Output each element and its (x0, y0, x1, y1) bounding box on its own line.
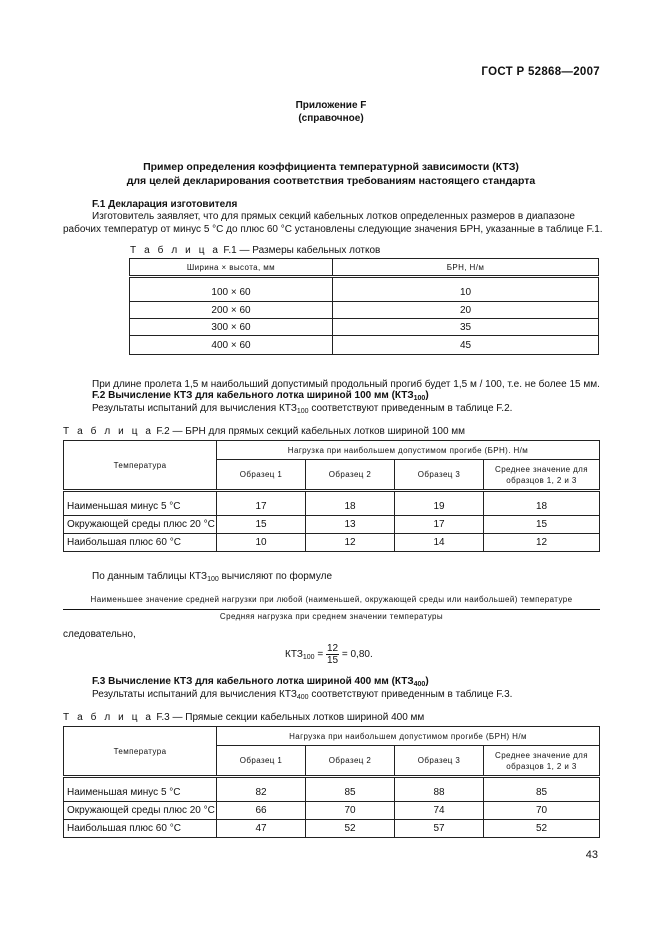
formula-therefore: следовательно, (63, 629, 136, 640)
annex-title: Приложение F (295, 100, 367, 111)
formula-calc-denominator: 15 (326, 655, 339, 666)
table-row (64, 499, 600, 516)
table2-header-row (64, 441, 600, 460)
table2-cell: 15 (217, 516, 306, 534)
f3-results-text: Результаты испытаний для вычисления КТЗ (92, 689, 297, 700)
table3-caption (63, 712, 424, 723)
formula-numerator: Наименьшее значение средней нагрузки при любой (наименьшей, окружающей среды или наибольшей) температуре (63, 595, 600, 610)
table1-header-brn: БРН, Н/м (333, 259, 599, 277)
table-row (64, 820, 600, 838)
formula-fraction (326, 643, 339, 666)
f3-results-end: соответствуют приведенным в таблице F.3. (308, 689, 513, 700)
table2-cell: Наибольшая плюс 60 °С (64, 534, 217, 552)
table2-header-sample2: Образец 2 (306, 460, 395, 491)
table-f2 (63, 440, 600, 552)
annex-heading (0, 99, 662, 125)
table-row (64, 785, 600, 802)
table2-cell: 17 (217, 499, 306, 516)
f1-heading: F.1 Декларация изготовителя (92, 199, 238, 210)
table1-caption (130, 245, 380, 256)
annex-subtitle: (справочное) (298, 113, 364, 124)
f2-heading-text: F.2 Вычисление КТЗ для кабельного лотка шириной 100 мм (КТЗ (92, 390, 414, 401)
table3-cell: 74 (395, 802, 484, 820)
table3-cell: 52 (484, 820, 600, 838)
f3-heading-subscript: 400 (413, 681, 426, 688)
formula-calc-result: = 0,80. (341, 649, 373, 661)
f1-text-line1: Изготовитель заявляет, что для прямых секций кабельных лотков определенных размеров в диапазоне (92, 211, 575, 222)
table1-caption-label: Т а б л и ц а (130, 245, 221, 256)
table1-cell: 20 (333, 302, 599, 319)
table3-cell: 66 (217, 802, 306, 820)
f3-heading (92, 676, 429, 688)
table3-cell: 70 (306, 802, 395, 820)
table3-header-sample2: Образец 2 (306, 746, 395, 777)
table1-cell: 100 × 60 (130, 285, 333, 302)
table3-cell: 85 (306, 785, 395, 802)
table2-cell: 10 (217, 534, 306, 552)
section-title-line1: Пример определения коэффициента температурной зависимости (КТЗ) (143, 161, 519, 173)
formula-denominator: Средняя нагрузка при среднем значении температуры (219, 612, 444, 621)
table-row (130, 319, 599, 336)
table2-cell: 12 (306, 534, 395, 552)
table-f1 (129, 258, 599, 355)
table3-header-load: Нагрузка при наибольшем допустимом прогибе (БРН) Н/м (217, 727, 600, 746)
table2-cell: 13 (306, 516, 395, 534)
table3-header-temperature: Температура (64, 727, 217, 777)
table1-cell: 35 (333, 319, 599, 336)
table3-caption-text: F.3 — Прямые секции кабельных лотков шириной 400 мм (156, 712, 425, 723)
f3-results (92, 688, 512, 704)
f2-heading-end: ) (425, 390, 429, 401)
section-title (0, 160, 662, 188)
f2-heading-subscript: 100 (413, 395, 426, 402)
table3-spacer-row (64, 777, 600, 785)
table1-cell: 10 (333, 285, 599, 302)
table2-spacer-row (64, 491, 600, 499)
formula-calc-subscript: 100 (302, 654, 315, 662)
table3-caption-label: Т а б л и ц а (63, 712, 154, 723)
table2-header-sample3: Образец 3 (395, 460, 484, 491)
f3-results-subscript: 400 (296, 694, 309, 701)
formula-calc-lhs: КТЗ (285, 649, 303, 661)
f3-heading-end: ) (425, 676, 429, 687)
table2-cell: 18 (306, 499, 395, 516)
table2-cell: Окружающей среды плюс 20 °С (64, 516, 217, 534)
table3-cell: 70 (484, 802, 600, 820)
table2-cell: 14 (395, 534, 484, 552)
f2-results (92, 402, 512, 418)
table-row (130, 285, 599, 302)
table1-cell: 300 × 60 (130, 319, 333, 336)
formula-intro-subscript: 100 (207, 576, 219, 583)
table3-cell: 88 (395, 785, 484, 802)
table1-caption-text: F.1 — Размеры кабельных лотков (223, 245, 381, 256)
table1-spacer-row (130, 277, 599, 285)
f3-heading-text: F.3 Вычисление КТЗ для кабельного лотка шириной 400 мм (КТЗ (92, 676, 414, 687)
table3-cell: 52 (306, 820, 395, 838)
table2-cell: Наименьшая минус 5 °С (64, 499, 217, 516)
f2-results-subscript: 100 (296, 408, 309, 415)
page-number: 43 (585, 849, 598, 861)
sag-paragraph: При длине пролета 1,5 м наибольший допустимый продольный прогиб будет 1,5 м / 100, т.е. не более 15 мм. (92, 379, 600, 390)
table2-header-temperature: Температура (64, 441, 217, 491)
table-row (130, 302, 599, 319)
f2-results-end: соответствуют приведенным в таблице F.2. (308, 403, 513, 414)
formula-intro (92, 570, 332, 586)
table2-cell: 18 (484, 499, 600, 516)
standard-number: ГОСТ Р 52868—2007 (481, 66, 600, 78)
formula-equals-sign: = (317, 649, 324, 661)
table2-caption (63, 426, 465, 437)
table3-cell: 85 (484, 785, 600, 802)
f1-text-line2: рабочих температур от минус 5 °С до плюс 60 °С установлены следующие значения БРН, указанные в таблице F.1. (63, 224, 603, 235)
table3-cell: 47 (217, 820, 306, 838)
formula-intro-end: вычисляют по формуле (218, 571, 333, 582)
table3-cell: 57 (395, 820, 484, 838)
table-row (64, 802, 600, 820)
table-row (64, 534, 600, 552)
formula-intro-text: По данным таблицы КТЗ (92, 571, 208, 582)
table3-cell: Наибольшая плюс 60 °С (64, 820, 217, 838)
formula-calc-numerator: 12 (326, 643, 339, 654)
table3-header-sample1: Образец 1 (217, 746, 306, 777)
table1-cell: 400 × 60 (130, 336, 333, 355)
table3-cell: Наименьшая минус 5 °С (64, 785, 217, 802)
table3-header-row (64, 727, 600, 746)
table1-cell: 200 × 60 (130, 302, 333, 319)
table3-header-sample3: Образец 3 (395, 746, 484, 777)
table2-header-load: Нагрузка при наибольшем допустимом прогибе (БРН). Н/м (217, 441, 600, 460)
table2-cell: 19 (395, 499, 484, 516)
f2-results-text: Результаты испытаний для вычисления КТЗ (92, 403, 297, 414)
table2-header-average: Среднее значение для образцов 1, 2 и 3 (484, 460, 600, 491)
table2-cell: 15 (484, 516, 600, 534)
table-f3 (63, 726, 600, 838)
f2-heading (92, 390, 429, 402)
table-row (64, 516, 600, 534)
table-row (130, 336, 599, 355)
table2-cell: 12 (484, 534, 600, 552)
table3-header-average: Среднее значение для образцов 1, 2 и 3 (484, 746, 600, 777)
table2-caption-text: F.2 — БРН для прямых секций кабельных лотков шириной 100 мм (156, 426, 466, 437)
table1-cell: 45 (333, 336, 599, 355)
table2-cell: 17 (395, 516, 484, 534)
section-title-line2: для целей декларирования соответствия требованиям настоящего стандарта (126, 175, 536, 187)
table1-header-row (130, 259, 599, 277)
formula-calculation (285, 643, 373, 666)
table2-header-sample1: Образец 1 (217, 460, 306, 491)
table2-caption-label: Т а б л и ц а (63, 426, 154, 437)
table3-cell: Окружающей среды плюс 20 °С (64, 802, 217, 820)
table1-header-size: Ширина × высота, мм (130, 259, 333, 277)
table3-cell: 82 (217, 785, 306, 802)
